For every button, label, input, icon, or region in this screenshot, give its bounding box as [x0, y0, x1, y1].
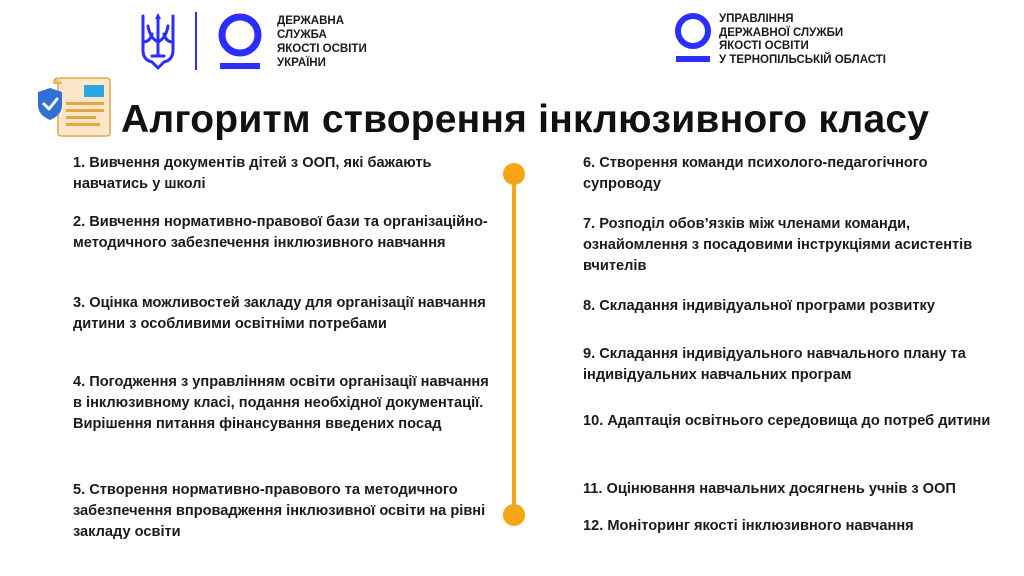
left-org-line: ДЕРЖАВНА [277, 15, 344, 27]
left-org-line: ЯКОСТІ ОСВІТИ [277, 43, 367, 55]
logo-divider [195, 12, 197, 70]
right-org-line: УПРАВЛІННЯ [719, 13, 794, 25]
o-logo-icon [674, 12, 712, 64]
step-1: 1. Вивчення документів дітей з ООП, які бажають навчатись у школі [73, 155, 432, 192]
right-org-line: ЯКОСТІ ОСВІТИ [719, 40, 809, 52]
left-org-line: УКРАЇНИ [277, 57, 326, 69]
right-org-name [719, 13, 886, 67]
page-title: Алгоритм створення інклюзивного класу [121, 98, 930, 141]
step-5: 5. Створення нормативно-правового та методичного забезпечення впровадження інклюзивної освіти на рівні закладу освіти [73, 482, 486, 540]
timeline-dot-top [503, 163, 525, 185]
left-org-line: СЛУЖБА [277, 29, 327, 41]
step-12: 12. Моніторинг якості інклюзивного навчання [583, 518, 914, 534]
step-10: 10. Адаптація освітнього середовища до потреб дитини [583, 413, 991, 429]
step-2: 2. Вивчення нормативно-правової бази та організаційно-методичного забезпечення інклюзивного навчання [73, 214, 488, 251]
step-7: 7. Розподіл обов’язків між членами команди, ознайомлення з посадовими інструкціями асистентів вчителів [583, 216, 973, 274]
step-8: 8. Складання індивідуальної програми розвитку [583, 298, 935, 314]
o-logo-icon [216, 13, 264, 71]
trident-icon [140, 12, 176, 72]
timeline-dot-bottom [503, 504, 525, 526]
step-6: 6. Створення команди психолого-педагогічного супроводу [583, 155, 928, 192]
timeline-line [512, 174, 516, 516]
step-9: 9. Складання індивідуального навчального плану та індивідуальних навчальних програм [583, 346, 966, 383]
step-11: 11. Оцінювання навчальних досягнень учнів з ООП [583, 481, 956, 497]
document-shield-icon [34, 72, 114, 140]
step-4: 4. Погодження з управлінням освіти організації навчання в інклюзивному класі, подання необхідної документації. Вирішення питання фінансування введених посад [73, 374, 489, 432]
step-3: 3. Оцінка можливостей закладу для організації навчання дитини з особливими освітніми потребами [73, 295, 486, 332]
right-org-line: ДЕРЖАВНОЇ СЛУЖБИ [719, 26, 844, 39]
right-org-line: У ТЕРНОПІЛЬСЬКІЙ ОБЛАСТІ [719, 53, 886, 66]
left-org-name [277, 14, 367, 70]
